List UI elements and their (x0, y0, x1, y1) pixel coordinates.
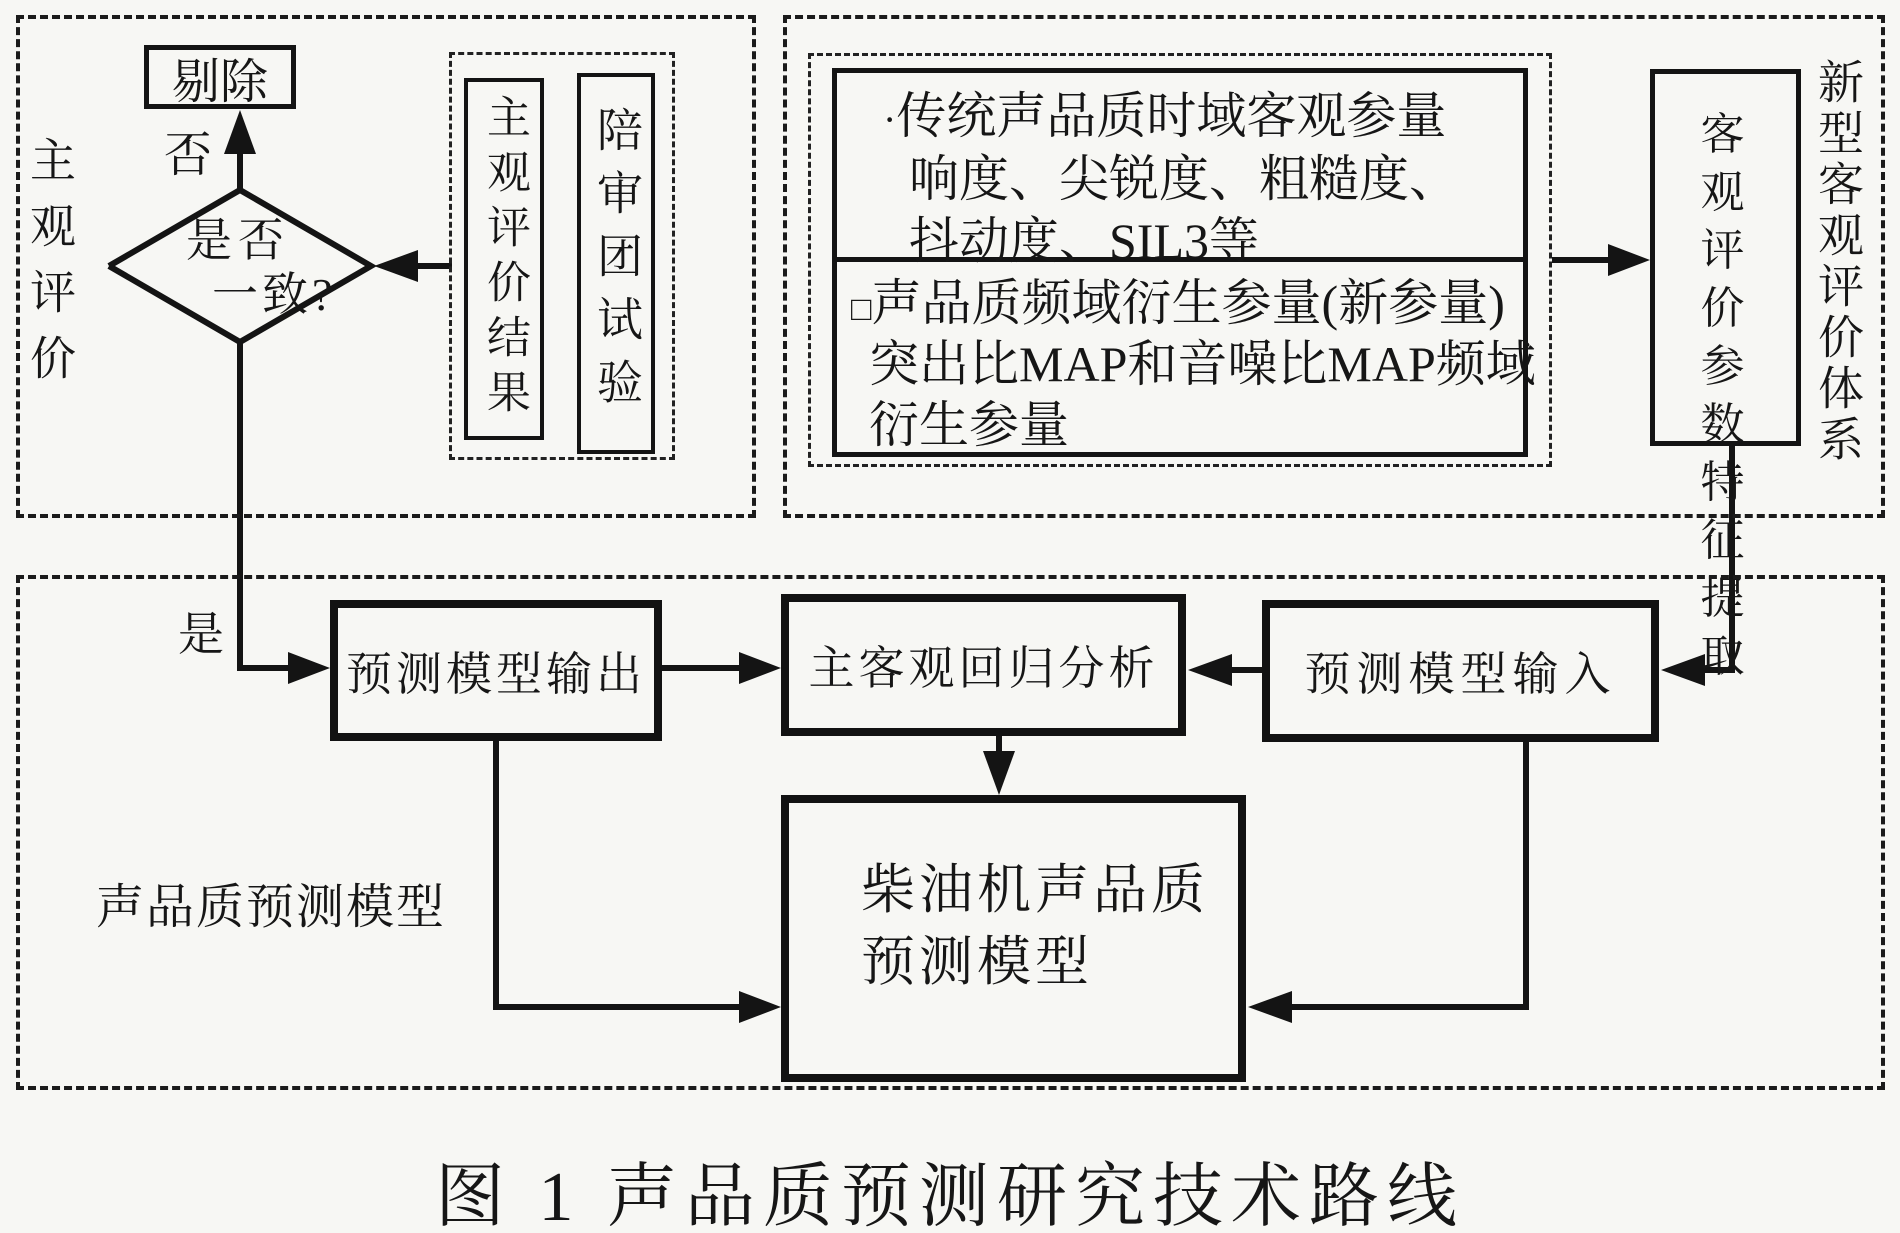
remove-box (144, 45, 296, 109)
diesel-model-box-line2: 预测模型 (861, 932, 1093, 992)
feature-extract-box-label: 客观评价参数特征提取 (1700, 110, 1751, 681)
model-output-box (330, 600, 662, 741)
traditional-params-line3: 抖动度、SIL3等 (909, 213, 1259, 269)
decision-text-line2: 一致? (212, 269, 337, 320)
bullet-dot-icon: · (883, 97, 897, 142)
diesel-model-box (781, 795, 1246, 1082)
diesel-model-box-line1: 柴油机声品质 (861, 860, 1209, 920)
decision-text-line1: 是否 (186, 215, 290, 266)
model-output-box-label: 预测模型输出 (346, 648, 646, 700)
derived-params-section (837, 257, 1536, 453)
derived-params-line1: 声品质频域衍生参量(新参量) (871, 275, 1505, 331)
subjective-result-box-label: 主观评价结果 (480, 94, 529, 424)
feature-extract-box (1650, 69, 1801, 681)
derived-params-line3: 衍生参量 (869, 397, 1069, 453)
objective-params-box (832, 68, 1536, 457)
subjective-panel-label: 主观评价 (24, 136, 75, 400)
objective-panel-label: 新型客观评价体系 (1812, 58, 1863, 466)
bullet-square-icon: □ (851, 291, 872, 328)
no-label: 否 (164, 129, 213, 182)
subjective-result-box (464, 78, 544, 440)
model-panel-label: 声品质预测模型 (96, 881, 447, 934)
jury-test-box-label: 陪审团试验 (591, 106, 642, 421)
remove-box-label: 剔除 (171, 55, 268, 109)
traditional-params-section (837, 73, 1523, 269)
regression-box (781, 594, 1186, 736)
figure-caption: 图 1 声品质预测研究技术路线 (435, 1159, 1465, 1233)
model-input-box (1262, 600, 1659, 742)
traditional-params-line1: 传统声品质时域客观参量 (896, 88, 1447, 144)
regression-box-label: 主客观回归分析 (808, 643, 1159, 694)
model-input-box-label: 预测模型输入 (1304, 649, 1617, 700)
derived-params-line2: 突出比MAP和音噪比MAP频域 (869, 336, 1536, 392)
jury-test-box (577, 73, 655, 454)
traditional-params-line2: 响度、尖锐度、粗糙度、 (909, 151, 1459, 207)
yes-label: 是 (178, 609, 224, 660)
